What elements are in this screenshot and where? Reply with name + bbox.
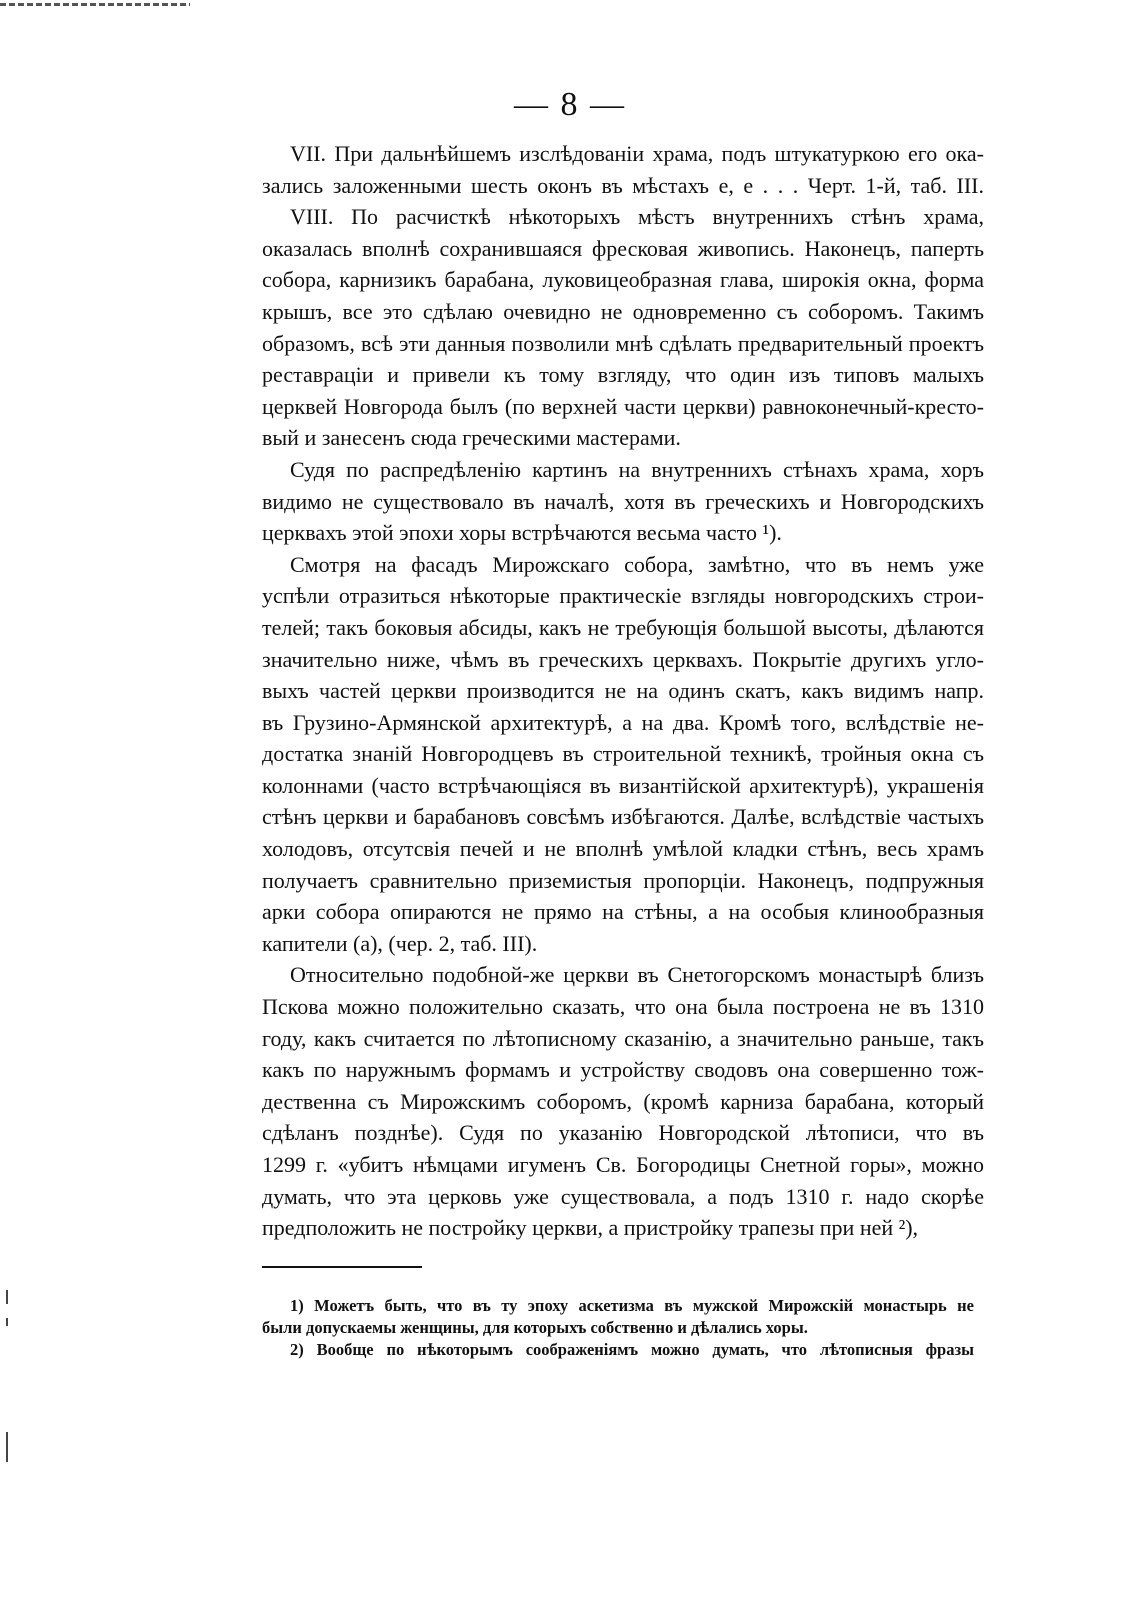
body-line: году, какъ считается по лѣтописному сказанію, а значительно раньше, такъ	[262, 1025, 984, 1051]
body-line: капители (а), (чер. 2, таб. III).	[262, 930, 538, 956]
body-line: успѣли отразиться нѣкоторые практическіе взгляды новгородскихъ строи-	[262, 583, 984, 609]
body-line: VIII. По расчисткѣ нѣкоторыхъ мѣстъ внутреннихъ стѣнъ храма,	[290, 204, 984, 230]
footnote-line: 2) Вообще по нѣкоторымъ соображеніямъ можно думать, что лѣтописныя фразы	[290, 1340, 974, 1359]
body-line: получаетъ сравнительно приземистыя пропорціи. Наконецъ, подпружныя	[262, 867, 984, 893]
body-line: реставраціи и привели къ тому взгляду, что один изъ типовъ малыхъ	[262, 362, 984, 388]
body-line: Пскова можно положительно сказать, что она была построена не въ 1310	[262, 994, 984, 1020]
body-line: думать, что эта церковь уже существовала, а подъ 1310 г. надо скорѣе	[262, 1183, 984, 1209]
body-line: церквей Новгорода былъ (по верхней части церкви) равноконечный-кресто-	[262, 393, 984, 419]
body-line: Судя по распредѣленію картинъ на внутреннихъ стѣнахъ храма, хоръ	[290, 456, 984, 482]
body-line: собора, карнизикъ барабана, луковицеобразная глава, широкія окна, форма	[262, 267, 984, 293]
footnote-line: были допускаемы женщины, для которыхъ собственно и дѣлались хоры.	[262, 1318, 808, 1337]
body-line: колоннами (часто встрѣчающіяся въ византійской архитектурѣ), украшенія	[262, 772, 984, 798]
body-line: арки собора опираются не прямо на стѣны, а на особыя клинообразныя	[262, 899, 984, 925]
margin-mark	[6, 1318, 8, 1326]
body-line: сдѣланъ позднѣе). Судя по указанію Новгородской лѣтописи, что въ	[262, 1120, 984, 1146]
body-line: выхъ частей церкви производится не на одинъ скатъ, какъ видимъ напр.	[262, 678, 984, 704]
body-line: дественна съ Мирожскимъ соборомъ, (кромѣ карниза барабана, который	[262, 1088, 984, 1114]
footnote-separator	[262, 1266, 422, 1268]
body-text	[262, 138, 984, 1244]
margin-mark	[6, 1290, 8, 1304]
margin-mark	[6, 1432, 8, 1462]
footnote-line: 1) Можетъ быть, что въ ту эпоху аскетизма въ мужской Мирожскій монастырь не	[290, 1296, 974, 1315]
body-line: телей; такъ боковыя абсиды, какъ не требующія большой высоты, дѣлаются	[262, 614, 984, 640]
top-edge-rule	[0, 3, 190, 6]
body-line: зались заложенными шесть оконъ въ мѣстахъ е, е . . . Черт. 1-й, таб. III.	[262, 172, 984, 198]
body-line: церквахъ этой эпохи хоры встрѣчаются весьма часто ¹).	[262, 520, 782, 546]
body-line: оказалась вполнѣ сохранившаяся фресковая живопись. Наконецъ, паперть	[262, 235, 984, 261]
body-line: значительно ниже, чѣмъ въ греческихъ церквахъ. Покрытіе другихъ угло-	[262, 646, 984, 672]
body-line: стѣнъ церкви и барабановъ совсѣмъ избѣгаются. Далѣе, вслѣдствіе частыхъ	[262, 804, 984, 830]
body-line: Смотря на фасадъ Мирожскаго собора, замѣтно, что въ немъ уже	[290, 551, 984, 577]
body-line: въ Грузино-Армянской архитектурѣ, а на два. Кромѣ того, вслѣдствіе не-	[262, 709, 984, 735]
body-line: вый и занесенъ сюда греческими мастерами.	[262, 425, 681, 451]
footnotes	[262, 1295, 974, 1361]
body-line: холодовъ, отсутсвія печей и не вполнѣ умѣлой кладки стѣнъ, весь храмъ	[262, 836, 984, 862]
body-line: VII. При дальнѣйшемъ изслѣдованіи храма, подъ штукатуркою его ока-	[290, 141, 984, 166]
body-line: достатка знаній Новгородцевъ въ строительной техникѣ, тройныя окна съ	[262, 741, 984, 767]
body-line: видимо не существовало въ началѣ, хотя въ греческихъ и Новгородскихъ	[262, 488, 984, 514]
body-line: предположить не постройку церкви, а пристройку трапезы при ней ²),	[262, 1215, 919, 1241]
body-line: 1299 г. «убитъ нѣмцами игуменъ Св. Богородицы Снетной горы», можно	[262, 1152, 984, 1177]
body-line: образомъ, всѣ эти данныя позволили мнѣ сдѣлать предварительный проектъ	[262, 330, 984, 356]
page-number: — 8 —	[514, 86, 626, 123]
body-line: крышъ, все это сдѣлаю очевидно не одновременно съ соборомъ. Такимъ	[262, 298, 984, 324]
body-line: какъ по наружнымъ формамъ и устройству сводовъ она совершенно тож-	[262, 1057, 984, 1083]
body-line: Относительно подобной-же церкви въ Снетогорскомъ монастырѣ близъ	[290, 962, 984, 988]
